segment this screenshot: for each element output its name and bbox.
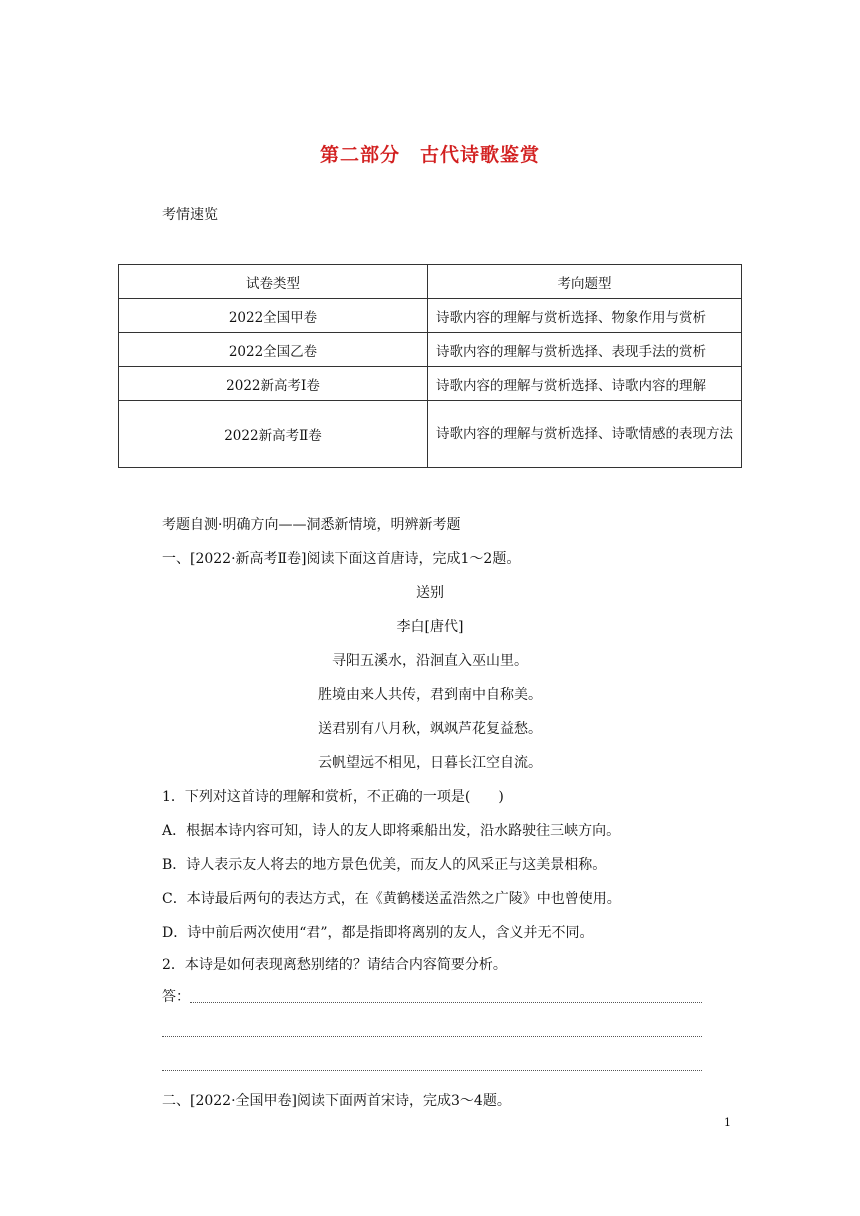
section-label: 考情速览	[162, 207, 218, 223]
table-header-row	[119, 265, 742, 299]
answer-label: 答：	[162, 989, 190, 1005]
exam-trend-table	[118, 264, 742, 468]
table-cell-question-type: 诗歌内容的理解与赏析选择、物象作用与赏析	[428, 299, 742, 333]
table-cell-question-type: 诗歌内容的理解与赏析选择、表现手法的赏析	[428, 333, 742, 367]
option-d: D．诗中前后两次使用“君”，都是指即将离别的友人，含义并无不同。	[162, 925, 594, 941]
page-number: 1	[724, 1116, 731, 1129]
question-1: 1．下列对这首诗的理解和赏析，不正确的一项是( )	[162, 789, 504, 805]
poem-line: 寻阳五溪水，沿洄直入巫山里。	[332, 653, 528, 669]
table-cell-question-type: 诗歌内容的理解与赏析选择、诗歌情感的表现方法	[428, 401, 742, 468]
part1-intro: 一、[2022·新高考Ⅱ卷]阅读下面这首唐诗，完成1～2题。	[162, 551, 521, 567]
table-cell-paper: 2022全国乙卷	[119, 333, 428, 367]
poem-author: 李白[唐代]	[396, 619, 464, 635]
table-cell-paper: 2022新高考Ⅰ卷	[119, 367, 428, 401]
table-cell-question-type: 诗歌内容的理解与赏析选择、诗歌内容的理解	[428, 367, 742, 401]
question-2: 2．本诗是如何表现离愁别绪的？请结合内容简要分析。	[162, 957, 507, 973]
table-row	[119, 333, 742, 367]
answer-line[interactable]	[162, 1036, 702, 1037]
answer-line[interactable]	[190, 1002, 702, 1003]
section-heading: 考题自测·明确方向——洞悉新情境，明辨新考题	[162, 517, 461, 533]
answer-line[interactable]	[162, 1070, 702, 1071]
table-row	[119, 367, 742, 401]
option-b: B．诗人表示友人将去的地方景色优美，而友人的风采正与这美景相称。	[162, 857, 607, 873]
page-title: 第二部分 古代诗歌鉴赏	[319, 144, 540, 166]
table-cell-paper: 2022新高考Ⅱ卷	[119, 401, 428, 468]
poem-line: 胜境由来人共传，君到南中自称美。	[318, 687, 542, 703]
table-row	[119, 299, 742, 333]
table-cell-paper: 2022全国甲卷	[119, 299, 428, 333]
poem-line: 云帆望远不相见，日暮长江空自流。	[318, 755, 542, 771]
poem-line: 送君别有八月秋，飒飒芦花复益愁。	[318, 721, 542, 737]
table-header-cell: 考向题型	[428, 265, 742, 299]
poem-title: 送别	[416, 585, 444, 601]
table-header-cell: 试卷类型	[119, 265, 428, 299]
option-c: C．本诗最后两句的表达方式，在《黄鹤楼送孟浩然之广陵》中也曾使用。	[162, 891, 621, 907]
part2-intro: 二、[2022·全国甲卷]阅读下面两首宋诗，完成3～4题。	[162, 1093, 511, 1109]
option-a: A．根据本诗内容可知，诗人的友人即将乘船出发，沿水路驶往三峡方向。	[162, 823, 621, 839]
table-row	[119, 401, 742, 468]
